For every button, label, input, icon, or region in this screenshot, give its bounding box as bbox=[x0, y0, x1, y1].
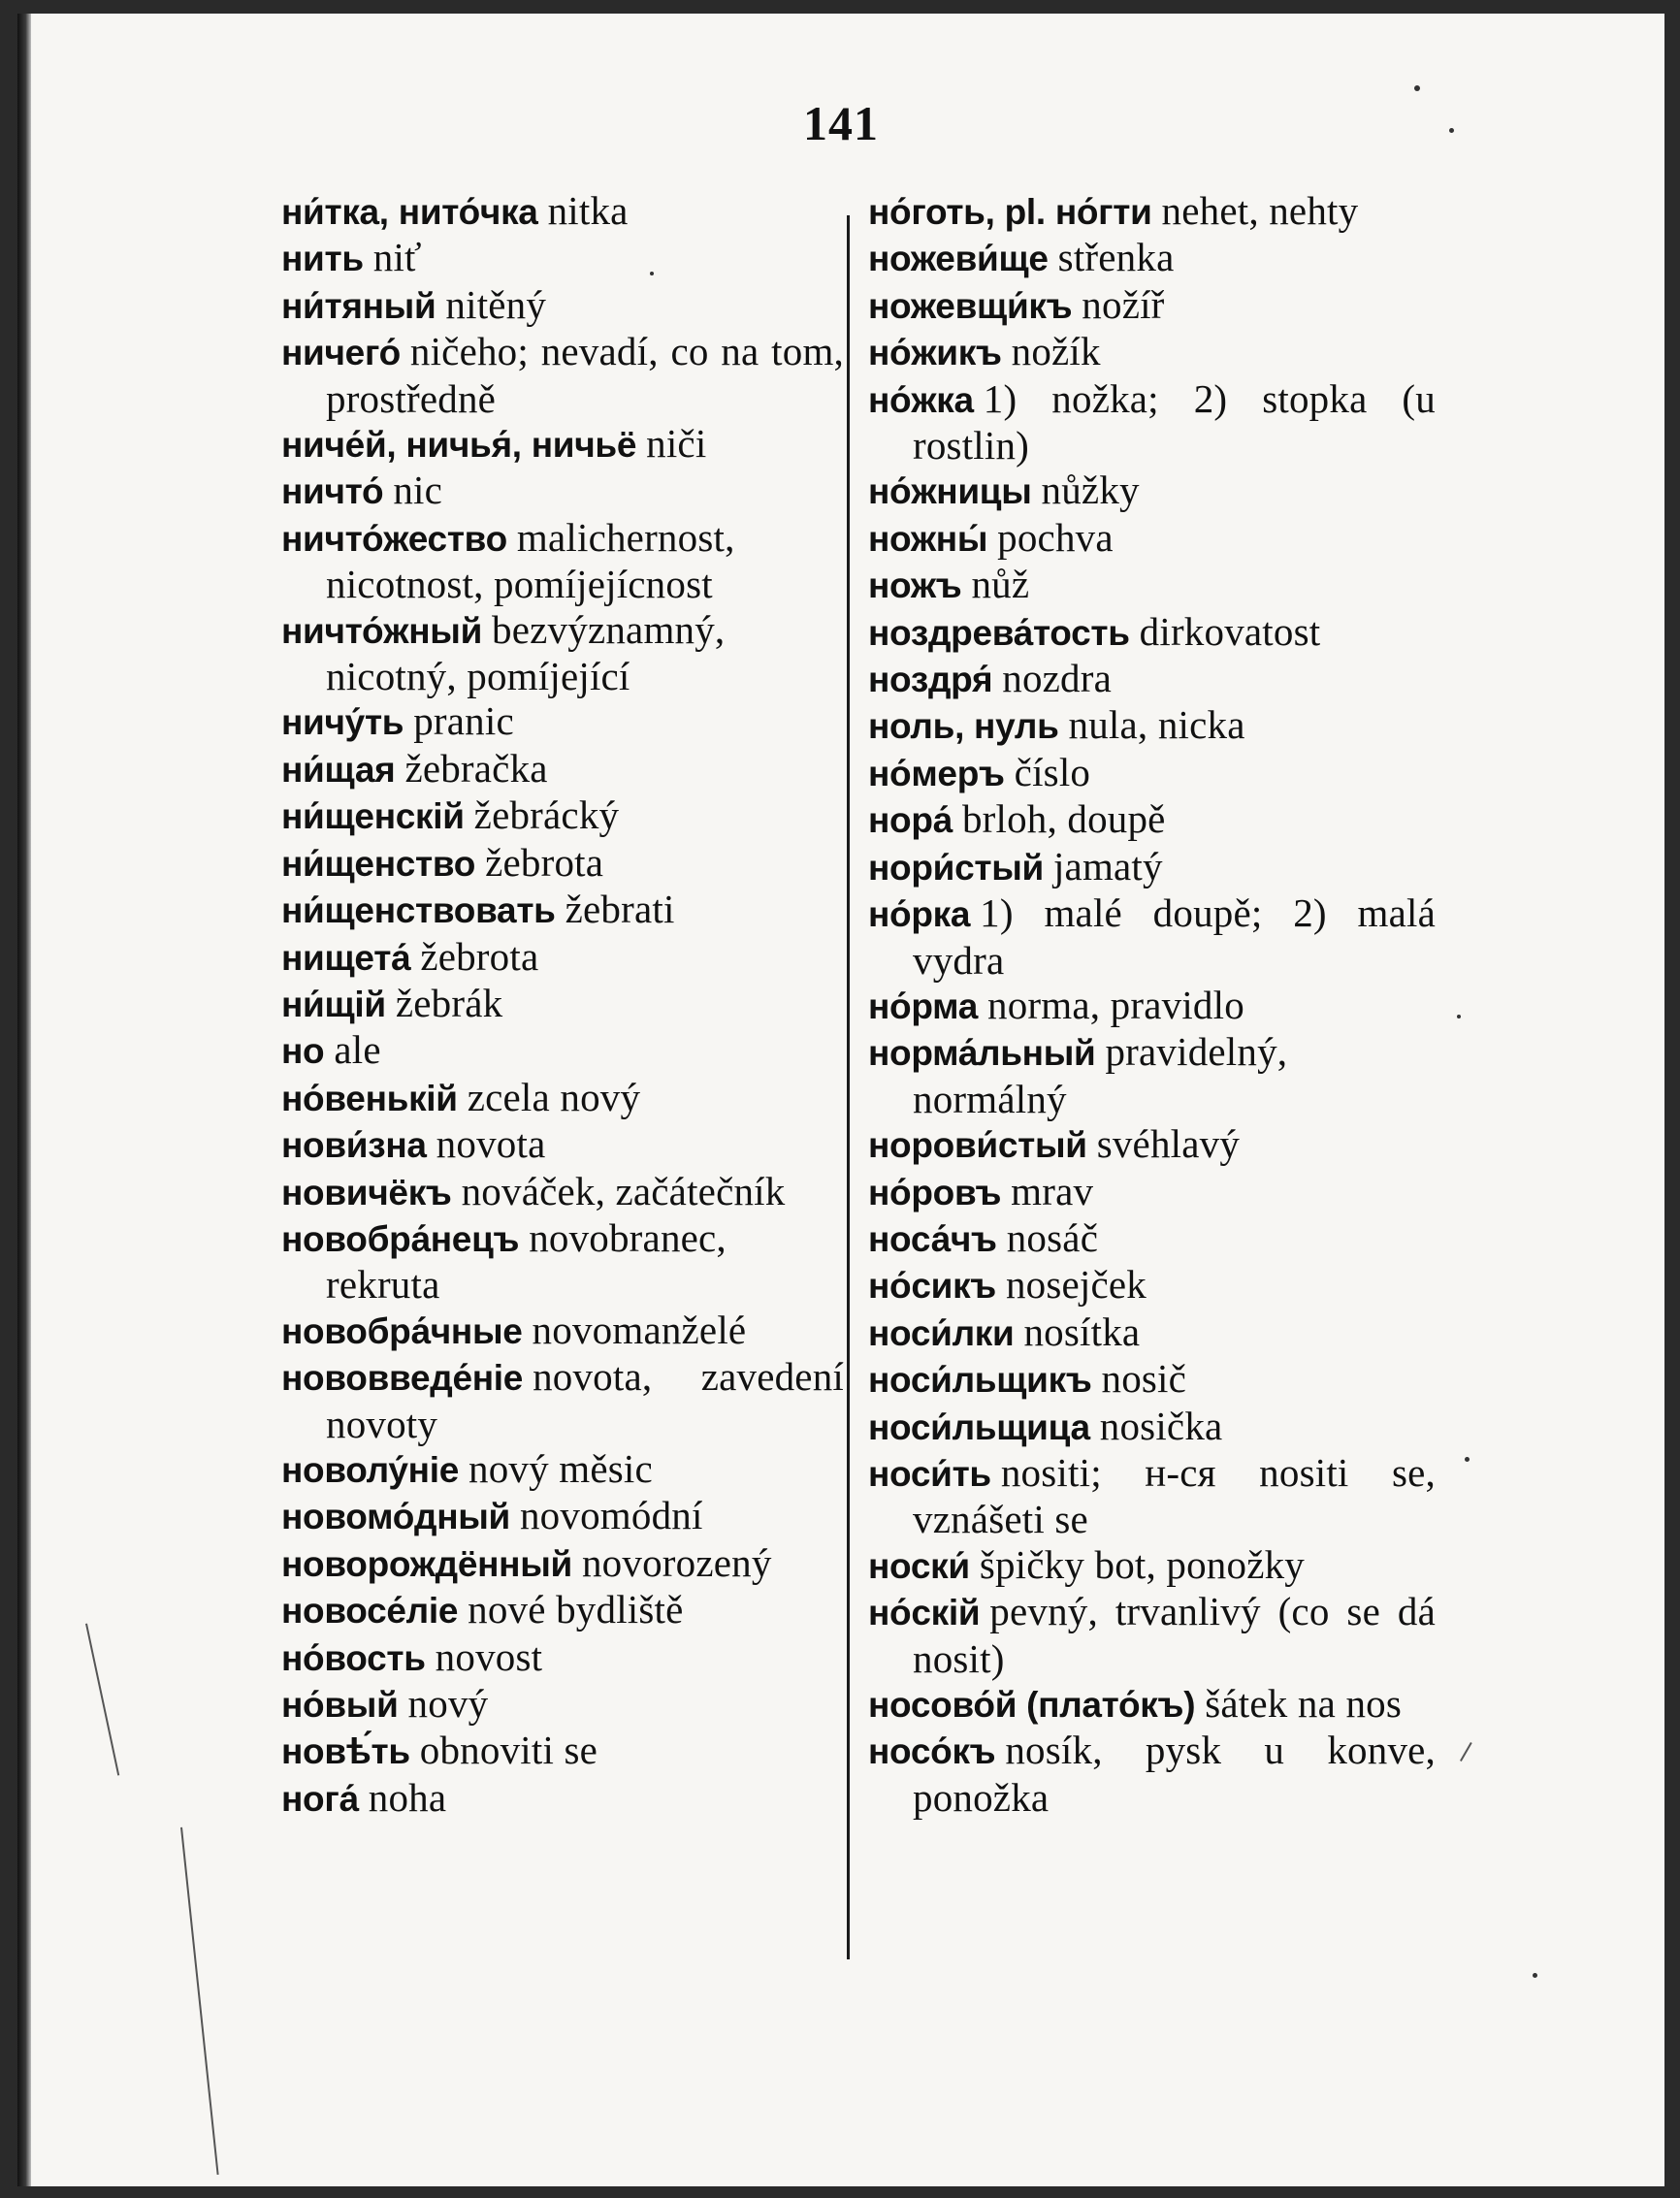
entry-headword: ножъ bbox=[868, 566, 962, 606]
entry-definition: nůž bbox=[971, 562, 1030, 607]
entry-definition: nosík, pysk u konve, ponožka bbox=[913, 1728, 1436, 1820]
dictionary-entry bbox=[868, 844, 1436, 890]
entry-headword: носки́ bbox=[868, 1545, 970, 1586]
entry-headword: но́рка bbox=[868, 894, 971, 935]
dictionary-entry bbox=[281, 1493, 844, 1539]
entry-definition: nové bydliště bbox=[468, 1587, 684, 1632]
entry-headword: ничто́ bbox=[281, 471, 384, 512]
dictionary-entry bbox=[281, 235, 844, 281]
entry-definition: novomanželé bbox=[532, 1307, 747, 1352]
entry-headword: нови́зна bbox=[281, 1125, 427, 1166]
scan-speck bbox=[650, 272, 654, 275]
entry-definition: nový bbox=[407, 1681, 489, 1726]
entry-headword: ни́щенскій bbox=[281, 796, 465, 837]
entry-headword: ни́тка, нито́чка bbox=[281, 192, 538, 232]
scan-speck bbox=[1449, 128, 1454, 133]
entry-headword: норма́льный bbox=[868, 1033, 1096, 1074]
dictionary-entry bbox=[281, 188, 844, 235]
dictionary-entry bbox=[281, 1775, 844, 1822]
entry-definition: noha bbox=[368, 1774, 447, 1820]
dictionary-entry bbox=[868, 235, 1436, 281]
dictionary-entry bbox=[281, 698, 844, 745]
dictionary-entry bbox=[868, 1262, 1436, 1309]
entry-headword: но́готь, pl. но́гти bbox=[868, 192, 1152, 232]
entry-definition: niči bbox=[646, 421, 707, 467]
dictionary-entry bbox=[281, 1308, 844, 1354]
dictionary-entry bbox=[281, 1121, 844, 1168]
column-divider bbox=[847, 215, 850, 1959]
dictionary-entry bbox=[868, 1589, 1436, 1681]
entry-headword: нора́ bbox=[868, 800, 953, 841]
dictionary-entry bbox=[281, 1634, 844, 1681]
scan-scratch bbox=[1460, 1742, 1472, 1762]
entry-headword: новолу́ніе bbox=[281, 1449, 459, 1490]
entry-headword: новобра́нецъ bbox=[281, 1218, 520, 1259]
entry-headword: ни́щій bbox=[281, 984, 386, 1024]
entry-headword: но́жикъ bbox=[868, 333, 1002, 373]
entry-headword: носо́къ bbox=[868, 1731, 996, 1772]
entry-definition: pravidelný, normálný bbox=[913, 1029, 1288, 1121]
entry-definition: bezvýznamný, nicotný, pomíjející bbox=[326, 606, 726, 699]
dictionary-entry bbox=[868, 656, 1436, 702]
entry-definition: nosič bbox=[1101, 1356, 1187, 1402]
dictionary-entry bbox=[281, 607, 844, 699]
entry-headword: ни́щенствовать bbox=[281, 890, 556, 931]
entry-definition: pevný, trvanlivý (co se dá nosit) bbox=[913, 1589, 1436, 1681]
dictionary-entry bbox=[868, 515, 1436, 562]
dictionary-entry bbox=[868, 1121, 1436, 1168]
entry-headword: норови́стый bbox=[868, 1125, 1087, 1166]
dictionary-entry bbox=[868, 188, 1436, 235]
dictionary-entry bbox=[868, 468, 1436, 514]
entry-headword: но́вость bbox=[281, 1637, 426, 1678]
dictionary-entry bbox=[281, 1728, 844, 1774]
entry-headword: носово́й (плато́къ) bbox=[868, 1685, 1196, 1725]
entry-definition: ale bbox=[334, 1027, 381, 1073]
entry-headword: носи́лки bbox=[868, 1312, 1015, 1353]
entry-headword: носа́чъ bbox=[868, 1218, 997, 1259]
entry-definition: žebračka bbox=[404, 745, 548, 791]
entry-definition: šátek na nos bbox=[1205, 1681, 1403, 1726]
left-column bbox=[281, 188, 844, 1822]
dictionary-entry bbox=[868, 1404, 1436, 1450]
entry-definition: nožíř bbox=[1082, 281, 1165, 327]
entry-headword: ни́тяный bbox=[281, 285, 436, 326]
entry-headword: нори́стый bbox=[868, 847, 1044, 888]
entry-headword: ножеви́ще bbox=[868, 239, 1049, 279]
dictionary-entry bbox=[281, 887, 844, 933]
entry-headword: но́жка bbox=[868, 379, 974, 420]
entry-definition: nozdra bbox=[1002, 656, 1112, 701]
entry-definition: žebrota bbox=[420, 933, 539, 979]
entry-headword: новорождённый bbox=[281, 1543, 572, 1584]
entry-definition: pochva bbox=[997, 514, 1114, 560]
entry-definition: 1) nožka; 2) stopka (u rostlin) bbox=[913, 375, 1436, 469]
page-number: 141 bbox=[803, 96, 879, 150]
dictionary-entry bbox=[868, 1356, 1436, 1403]
entry-definition: brloh, doupě bbox=[961, 796, 1166, 842]
entry-definition: žebrácký bbox=[473, 792, 620, 838]
entry-definition: nosička bbox=[1099, 1403, 1223, 1448]
dictionary-entry bbox=[281, 1446, 844, 1493]
entry-headword: ничто́жный bbox=[281, 610, 483, 651]
entry-definition: žebrota bbox=[485, 839, 604, 885]
entry-definition: malichernost, nicotnost, pomíjejícnost bbox=[326, 514, 735, 607]
entry-definition: nositi; н-ся nositi se, vznášeti se bbox=[913, 1449, 1436, 1542]
entry-definition: číslo bbox=[1014, 749, 1091, 794]
entry-headword: носи́ть bbox=[868, 1453, 991, 1494]
dictionary-entry bbox=[281, 792, 844, 839]
entry-definition: novota, zavedení novoty bbox=[326, 1354, 844, 1446]
dictionary-entry bbox=[868, 796, 1436, 843]
entry-definition: nula, nicka bbox=[1068, 702, 1245, 748]
entry-definition: střenka bbox=[1057, 235, 1175, 280]
dictionary-entry bbox=[281, 329, 844, 421]
dictionary-entry bbox=[281, 421, 844, 468]
dictionary-entry bbox=[868, 750, 1436, 796]
entry-definition: nic bbox=[393, 468, 443, 513]
dictionary-entry bbox=[868, 1681, 1436, 1728]
entry-definition: nosáč bbox=[1006, 1214, 1099, 1260]
entry-headword: но́ровъ bbox=[868, 1172, 1002, 1212]
entry-definition: novomódní bbox=[519, 1493, 703, 1538]
scan-edge bbox=[17, 14, 31, 2186]
entry-definition: nitka bbox=[547, 188, 629, 233]
dictionary-entry bbox=[281, 1027, 844, 1074]
dictionary-entry bbox=[281, 282, 844, 329]
entry-headword: носи́льщица bbox=[868, 1406, 1090, 1447]
entry-headword: новѣ́ть bbox=[281, 1731, 410, 1772]
entry-headword: новичёкъ bbox=[281, 1172, 452, 1212]
dictionary-entry bbox=[868, 1450, 1436, 1542]
entry-headword: носи́льщикъ bbox=[868, 1360, 1092, 1401]
entry-headword: но́рма bbox=[868, 986, 979, 1026]
dictionary-entry bbox=[281, 840, 844, 887]
entry-definition: dirkovatost bbox=[1139, 608, 1321, 654]
entry-definition: svéhlavý bbox=[1096, 1121, 1241, 1167]
dictionary-page bbox=[17, 14, 1664, 2186]
entry-headword: нога́ bbox=[281, 1778, 359, 1819]
entry-headword: ниче́й, ничья́, ничьё bbox=[281, 425, 637, 466]
entry-definition: zcela nový bbox=[467, 1074, 641, 1119]
dictionary-entry bbox=[868, 1309, 1436, 1356]
entry-headword: новосе́ліе bbox=[281, 1591, 459, 1632]
entry-definition: niť bbox=[372, 235, 422, 280]
dictionary-entry bbox=[868, 376, 1436, 469]
entry-headword: но́сикъ bbox=[868, 1266, 996, 1307]
dictionary-entry bbox=[281, 1354, 844, 1446]
dictionary-entry bbox=[868, 609, 1436, 656]
entry-headword: новомо́дный bbox=[281, 1497, 510, 1537]
dictionary-entry bbox=[281, 1169, 844, 1215]
dictionary-entry bbox=[281, 1075, 844, 1121]
dictionary-entry bbox=[281, 1681, 844, 1728]
entry-definition: 1) malé doupě; 2) malá vydra bbox=[913, 890, 1436, 983]
entry-headword: ноль, нуль bbox=[868, 706, 1059, 747]
entry-headword: новобра́чные bbox=[281, 1310, 523, 1351]
entry-definition: novorozený bbox=[581, 1539, 772, 1585]
entry-definition: nožík bbox=[1011, 329, 1101, 374]
entry-definition: žebrati bbox=[565, 887, 675, 932]
dictionary-entry bbox=[868, 1215, 1436, 1262]
dictionary-entry bbox=[281, 934, 844, 981]
entry-headword: ни́щая bbox=[281, 749, 396, 790]
dictionary-entry bbox=[281, 1587, 844, 1633]
entry-headword: нищета́ bbox=[281, 937, 411, 978]
entry-headword: но́вый bbox=[281, 1685, 399, 1725]
dictionary-entry bbox=[868, 1728, 1436, 1820]
dictionary-entry bbox=[281, 981, 844, 1027]
entry-definition: pranic bbox=[413, 698, 514, 744]
dictionary-entry bbox=[868, 702, 1436, 749]
entry-headword: но bbox=[281, 1031, 325, 1072]
entry-headword: ничего́ bbox=[281, 333, 401, 373]
entry-definition: nitěný bbox=[445, 281, 547, 327]
scan-speck bbox=[1414, 85, 1420, 91]
entry-headword: ни́щенство bbox=[281, 843, 476, 884]
entry-headword: ножевщи́къ bbox=[868, 285, 1073, 326]
dictionary-entry bbox=[281, 468, 844, 514]
entry-headword: ноздря́ bbox=[868, 660, 993, 700]
entry-definition: nosejček bbox=[1005, 1262, 1147, 1308]
entry-definition: nůžky bbox=[1041, 468, 1140, 513]
entry-headword: ножны́ bbox=[868, 518, 988, 559]
dictionary-entry bbox=[868, 983, 1436, 1029]
entry-definition: špičky bot, ponožky bbox=[979, 1541, 1305, 1587]
dictionary-entry bbox=[868, 1542, 1436, 1589]
entry-headword: ничу́ть bbox=[281, 702, 404, 743]
dictionary-entry bbox=[868, 1169, 1436, 1215]
dictionary-entry bbox=[868, 282, 1436, 329]
scan-speck bbox=[1533, 1973, 1537, 1978]
entry-definition: novobranec, rekruta bbox=[326, 1214, 727, 1308]
entry-definition: ničeho; nevadí, co na tom, prostředně bbox=[326, 329, 844, 421]
entry-definition: novost bbox=[435, 1633, 543, 1679]
entry-headword: но́скій bbox=[868, 1593, 981, 1633]
entry-definition: novota bbox=[436, 1121, 546, 1167]
dictionary-entry bbox=[868, 329, 1436, 375]
entry-headword: но́меръ bbox=[868, 753, 1005, 793]
entry-definition: nehet, nehty bbox=[1161, 188, 1359, 233]
dictionary-entry bbox=[868, 1029, 1436, 1121]
entry-headword: ноздрева́тость bbox=[868, 612, 1130, 653]
entry-headword: нить bbox=[281, 239, 364, 279]
entry-headword: нововведе́ніе bbox=[281, 1358, 524, 1399]
entry-definition: nosítka bbox=[1023, 1309, 1141, 1354]
entry-headword: но́жницы bbox=[868, 471, 1032, 512]
scan-speck bbox=[1457, 1015, 1461, 1018]
scan-speck bbox=[1465, 1457, 1470, 1462]
dictionary-entry bbox=[281, 1215, 844, 1308]
dictionary-entry bbox=[281, 515, 844, 607]
scan-scratch bbox=[85, 1624, 119, 1776]
dictionary-entry bbox=[281, 746, 844, 792]
entry-headword: ничто́жество bbox=[281, 518, 507, 559]
entry-definition: norma, pravidlo bbox=[987, 982, 1244, 1027]
right-column bbox=[868, 188, 1436, 1820]
entry-definition: obnoviti se bbox=[419, 1728, 598, 1773]
scan-scratch bbox=[180, 1827, 219, 2175]
entry-definition: jamatý bbox=[1052, 843, 1163, 889]
entry-headword: но́венькій bbox=[281, 1078, 458, 1118]
entry-definition: nový měsic bbox=[468, 1445, 653, 1491]
dictionary-entry bbox=[281, 1540, 844, 1587]
dictionary-entry bbox=[868, 890, 1436, 983]
entry-definition: mrav bbox=[1011, 1168, 1094, 1213]
dictionary-entry bbox=[868, 562, 1436, 608]
entry-definition: nováček, začátečník bbox=[461, 1168, 786, 1213]
entry-definition: žebrák bbox=[395, 980, 503, 1025]
